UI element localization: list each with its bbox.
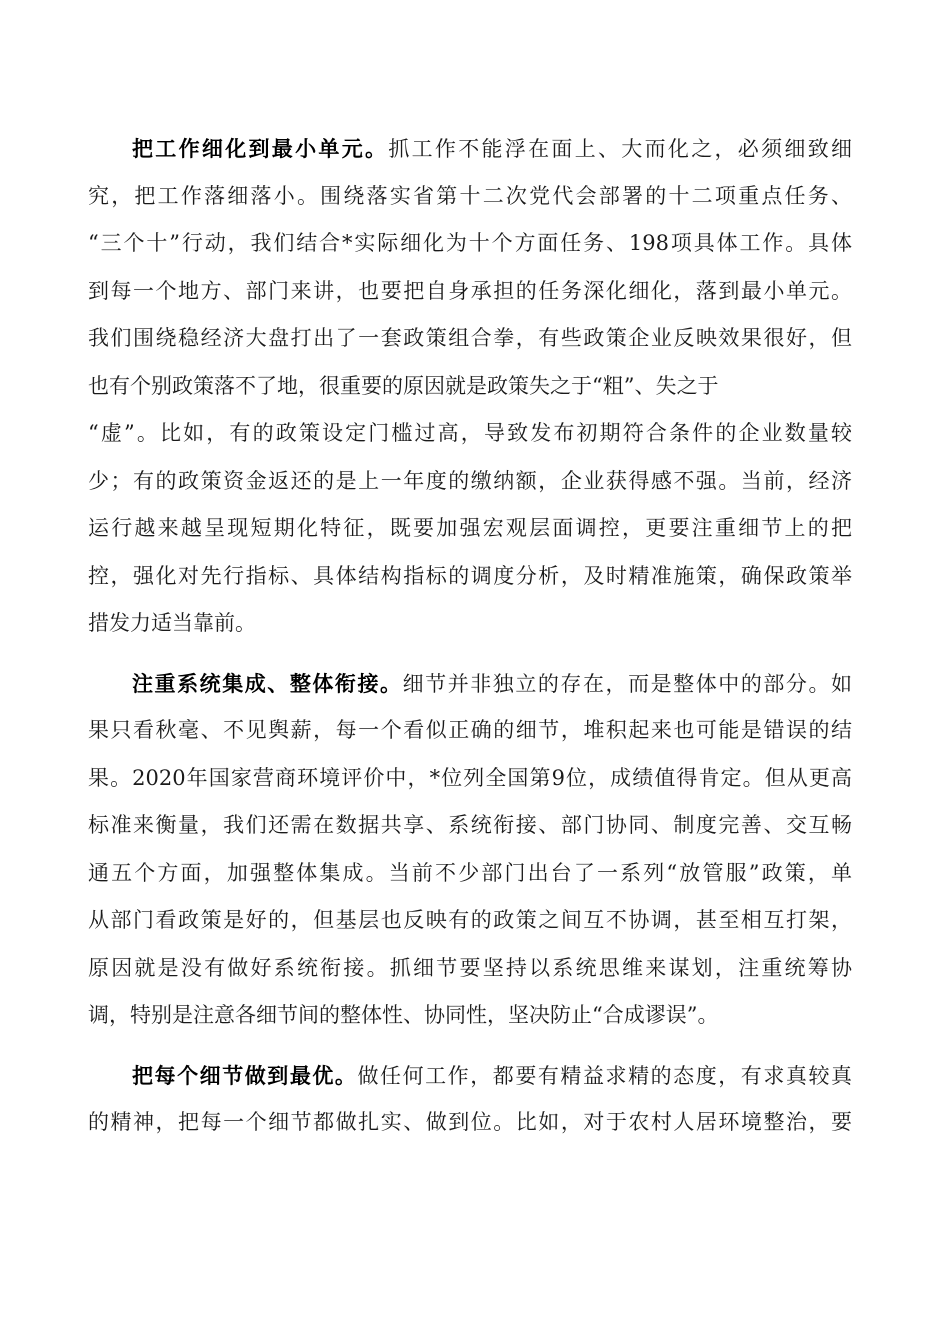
paragraph-line: 究，把工作落细落小。围绕落实省第十二次党代会部署的十二项重点任务、 bbox=[88, 183, 852, 208]
paragraph-3 bbox=[88, 1052, 852, 1147]
paragraph-2 bbox=[88, 660, 852, 1040]
paragraph-line bbox=[88, 125, 852, 173]
paragraph-line: 的精神，把每一个细节都做扎实、做到位。比如，对于农村人居环境整治，要 bbox=[88, 1110, 852, 1134]
document-body bbox=[88, 125, 852, 1159]
paragraph-text: 抓工作不能浮在面上、大而化之，必须细致细 bbox=[388, 137, 853, 161]
paragraph-line: 措发力适当靠前。 bbox=[88, 611, 256, 635]
paragraph-line: 运行越来越呈现短期化特征，既要加强宏观层面调控，更要注重细节上的把 bbox=[88, 516, 852, 540]
paragraph-text: 做任何工作，都要有精益求精的态度，有求真较真 bbox=[357, 1063, 852, 1088]
paragraph-line: 从部门看政策是好的，但基层也反映有的政策之间互不协调，甚至相互打架， bbox=[88, 908, 852, 932]
paragraph-line: 少；有的政策资金返还的是上一年度的缴纳额，企业获得感不强。当前，经济 bbox=[88, 468, 852, 493]
paragraph-line: 调，特别是注意各细节间的整体性、协同性，坚决防止“合成谬误”。 bbox=[88, 1003, 719, 1027]
paragraph-heading: 把每个细节做到最优。 bbox=[132, 1062, 358, 1088]
paragraph-line: “虚”。比如，有的政策设定门槛过高，导致发布初期符合条件的企业数量较 bbox=[88, 421, 852, 445]
paragraph-heading: 注重系统集成、整体衔接。 bbox=[132, 670, 403, 696]
paragraph-text: 细节并非独立的存在，而是整体中的部分。如 bbox=[402, 671, 853, 696]
paragraph-line: 果只看秋毫、不见舆薪，每一个看似正确的细节，堆积起来也可能是错误的结 bbox=[88, 718, 852, 742]
paragraph-line bbox=[88, 1052, 852, 1100]
paragraph-line: “三个十”行动，我们结合*实际细化为十个方面任务、198项具体工作。具体 bbox=[88, 231, 852, 255]
paragraph-line: 也有个别政策落不了地，很重要的原因就是政策失之于“粗”、失之于 bbox=[88, 373, 719, 398]
paragraph-line: 标准来衡量，我们还需在数据共享、系统衔接、部门协同、制度完善、交互畅 bbox=[88, 813, 852, 837]
paragraph-heading: 把工作细化到最小单元。 bbox=[132, 136, 389, 161]
paragraph-1 bbox=[88, 125, 852, 648]
paragraph-line: 到每一个地方、部门来讲，也要把自身承担的任务深化细化，落到最小单元。 bbox=[88, 278, 852, 303]
paragraph-line: 果。2020年国家营商环境评价中，*位列全国第9位，成绩值得肯定。但从更高 bbox=[88, 765, 852, 790]
paragraph-line: 我们围绕稳经济大盘打出了一套政策组合拳，有些政策企业反映效果很好，但 bbox=[88, 326, 852, 350]
paragraph-line: 原因就是没有做好系统衔接。抓细节要坚持以系统思维来谋划，注重统筹协 bbox=[88, 955, 852, 980]
paragraph-line bbox=[88, 660, 852, 708]
paragraph-line: 通五个方面，加强整体集成。当前不少部门出台了一系列“放管服”政策，单 bbox=[88, 860, 852, 885]
paragraph-line: 控，强化对先行指标、具体结构指标的调度分析，及时精准施策，确保政策举 bbox=[88, 563, 852, 588]
